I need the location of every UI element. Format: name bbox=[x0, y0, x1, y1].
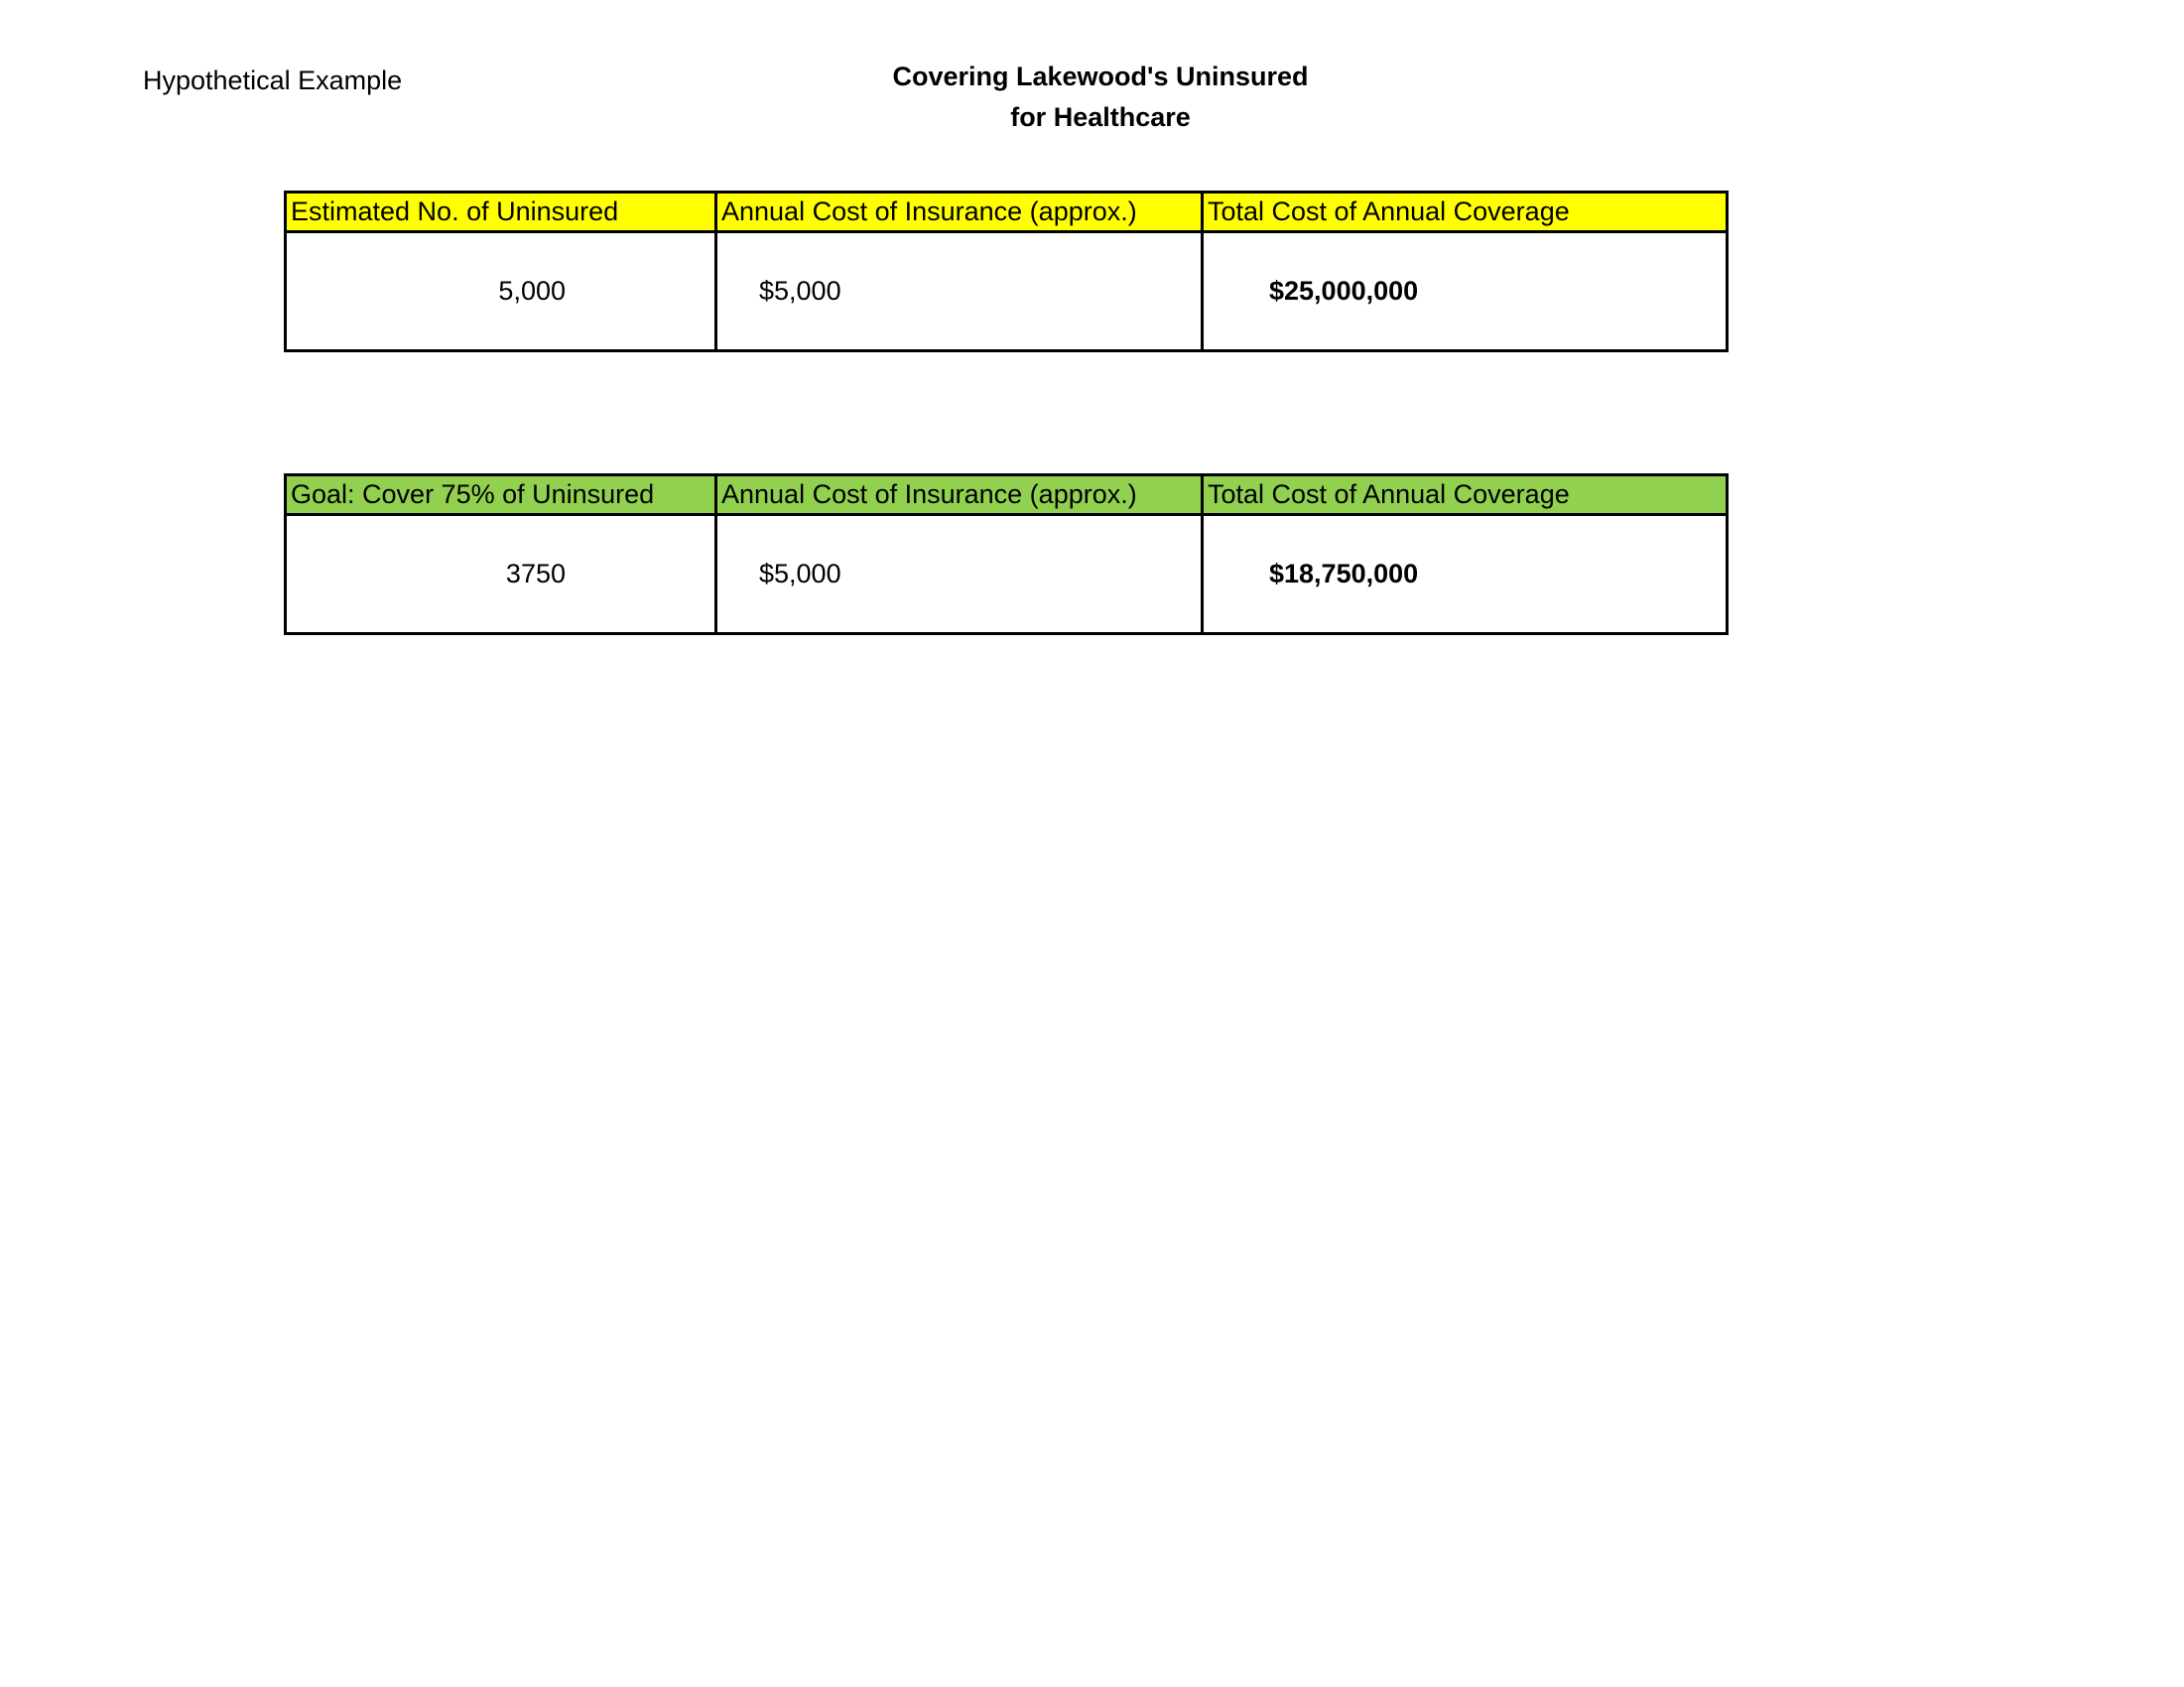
header-row bbox=[286, 475, 1728, 515]
total-cost: $18,750,000 bbox=[1203, 515, 1728, 634]
header-row bbox=[286, 193, 1728, 232]
annual-cost: $5,000 bbox=[716, 232, 1203, 351]
uninsured-count: 5,000 bbox=[286, 232, 716, 351]
hypothetical-label: Hypothetical Example bbox=[143, 65, 403, 95]
uninsured-cost-table bbox=[284, 191, 1729, 352]
header-cell: Total Cost of Annual Coverage bbox=[1203, 193, 1728, 232]
value-row bbox=[286, 515, 1728, 634]
value-row bbox=[286, 232, 1728, 351]
header-cell: Goal: Cover 75% of Uninsured bbox=[286, 475, 716, 515]
goal-count: 3750 bbox=[286, 515, 716, 634]
goal-cost-table bbox=[284, 473, 1729, 635]
header-cell: Total Cost of Annual Coverage bbox=[1203, 475, 1728, 515]
header-cell: Annual Cost of Insurance (approx.) bbox=[716, 475, 1203, 515]
header-cell: Estimated No. of Uninsured bbox=[286, 193, 716, 232]
title-line-2: for Healthcare bbox=[1010, 102, 1191, 132]
title-line-1: Covering Lakewood's Uninsured bbox=[892, 62, 1309, 91]
annual-cost: $5,000 bbox=[716, 515, 1203, 634]
total-cost: $25,000,000 bbox=[1203, 232, 1728, 351]
header-cell: Annual Cost of Insurance (approx.) bbox=[716, 193, 1203, 232]
